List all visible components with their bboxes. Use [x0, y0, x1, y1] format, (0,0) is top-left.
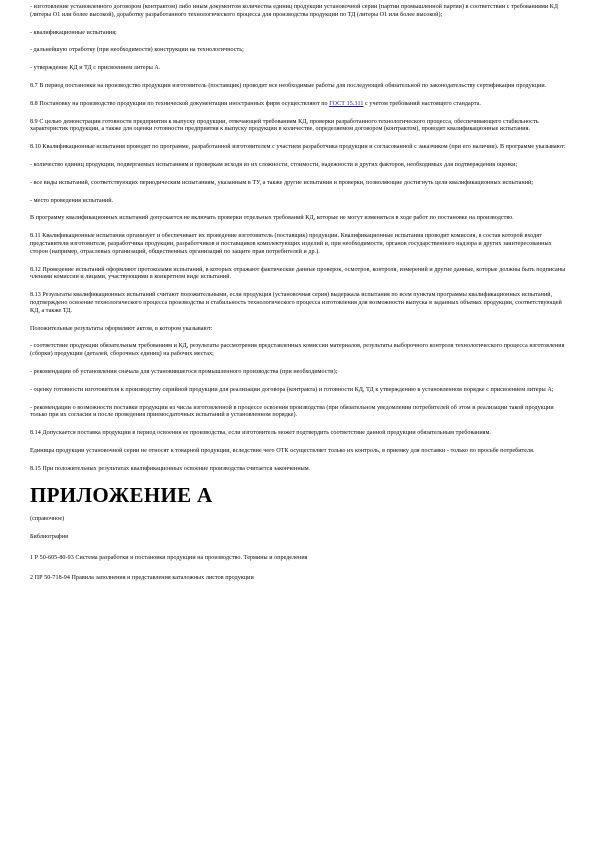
- paragraph: - соответствие продукции обязательным требованиям и КД, результаты рассмотрения представленных комиссии материалов, результаты выборочного контроля технологического процесса изготовления (сборки) продукции (деталей, сборочных единиц) на рабочих местах;: [30, 343, 565, 358]
- text: 8.8 Постановку на производство продукции по технической документации иностранных фирм осуществляют по: [30, 100, 330, 107]
- paragraph: Единицы продукции установочной серии не относят к товарной продукции, вследствие чего ОТК осуществляет только их контроль, в приемку для поставки - только по просьбе потребителя.: [30, 447, 535, 454]
- paragraph: В программу квалификационных испытаний допускается не включать проверки отдельных требований КД, которые не могут изменяться в ходе работ по постановке на производство.: [30, 215, 514, 222]
- paragraph: - количество единиц продукции, подвергаемых испытаниям и проверкам исходя из их сложности, стоимости, надежности и других факторов, необходимых для подтверждения оценки;: [30, 161, 518, 168]
- appendix-note: (справочное): [30, 515, 65, 522]
- paragraph: 8.14 Допускается поставка продукции в период освоения ее производства, если изготовитель может подтвердить соответствие данной продукции обязательным требованиям.: [30, 430, 492, 437]
- paragraph: 8.7 В период постановки на производство продукции изготовитель (поставщик) проводит все необходимые работы для последующей обязательной по законодательству сертификации продукции.: [30, 82, 547, 89]
- paragraph: 8.15 При положительных результатах квалификационных освоение производства считается законченным.: [30, 465, 311, 472]
- paragraph: Положительные результаты оформляют актом, в котором указывают:: [30, 325, 213, 332]
- paragraph: - дальнейшую отработку (при необходимости) конструкции на технологичность;: [30, 47, 244, 54]
- paragraph: - рекомендации о возможности поставки продукции из числа изготовленной в процессе освоения производства (при обязательном уведомлении потребителей об этом и реализации такой продукции только при их согласии и после проведения приемосдаточных испытаний в установленном порядке).: [30, 404, 554, 419]
- paragraph: - все виды испытаний, соответствующих периодическим испытаниям, указанным в ТУ, а также другие испытания и проверки, позволяющие достигнуть цели квалификационных испытаний;: [30, 179, 534, 186]
- appendix-heading: ПРИЛОЖЕНИЕ А: [30, 482, 213, 507]
- gost-15-311-link[interactable]: ГОСТ 15.311: [329, 100, 364, 107]
- paragraph: - оценку готовности изготовителя к производству серийной продукции для реализации договора (контракта) и готовности КД, ТД к утверждению в установленном порядке с присвоением литеры А;: [30, 386, 554, 393]
- bibliography-item: 1 Р 50-605-80-93 Система разработки и постановки продукции на производство. Термины и определения: [30, 555, 308, 562]
- paragraph: 8.13 Результаты квалификационных испытаний считают положительными, если продукция (установочная серия) выдержала испытания по всем пунктам программы квалификационных испытаний, подтверждено освоение технологического процесса производства и стабильность технологического процесса изготовления для возможности выпуска в заданных объемах продукции, соответствующей КД, а также ТД.: [30, 292, 562, 314]
- bibliography-item: 2 ПР 50-718-94 Правила заполнения и представления каталожных листов продукции: [30, 574, 254, 581]
- paragraph: 8.10 Квалификационные испытания проводят по программе, разработанной изготовителем с участием разработчика продукции и согласованной с заказчиком (при его наличии). В программе указывают:: [30, 144, 566, 151]
- paragraph: - изготовление установленного договором (контрактом) либо иным документом количества единиц продукции установочной серии (партии промышленной партии) в соответствии с требованиями КД (литеры О1 или более высокой), доработку разработанного технологического процесса для производства продукции по ТД (литеры О1 или более высокой);: [30, 4, 559, 18]
- paragraph: 8.9 С целью демонстрации готовности предприятия к выпуску продукции, отвечающей требованиям КД, проверки разработанного технологического процесса, обеспечивающего стабильность характеристик продукции, а также для оценки готовности предприятия к выпуску продукции в количестве, определяемом договором (контрактом), проводят квалификационные испытания.: [30, 118, 539, 133]
- document-page: [30, 4, 567, 595]
- paragraph: - рекомендации об установлении сначала для установившегося промышленного производства (при необходимости);: [30, 368, 338, 375]
- paragraph: 8.11 Квалификационные испытания организует и обеспечивает их проведение изготовитель (поставщик) продукции. Квалификационные испытания проводит комиссия, в состав которой входят представители изготовителя, разработчика продукции, разработчиков и поставщиков комплектующих изделий и, при необходимости, органов государственного надзора и других заинтересованных сторон (например, отраслевых организаций, общественных организаций по защите прав потребителей и др.).: [30, 233, 552, 255]
- paragraph: 8.12 Проведение испытаний оформляют протоколами испытаний, в которых отражают фактические данные проверок, осмотров, контроля, измерений и другие данные, которые должны быть подписаны членами комиссии и лицами, участвующими в конкретном виде испытаний.: [30, 266, 566, 281]
- paragraph-8-8: [30, 101, 567, 109]
- paragraph: - квалификационные испытания;: [30, 29, 117, 36]
- paragraph: - место проведения испытаний.: [30, 197, 114, 204]
- paragraph: - утверждение КД и ТД с присвоением литеры А.: [30, 65, 161, 72]
- bibliography-title: Библиография: [30, 534, 68, 541]
- text: с учетом требований настоящего стандарта.: [363, 100, 481, 107]
